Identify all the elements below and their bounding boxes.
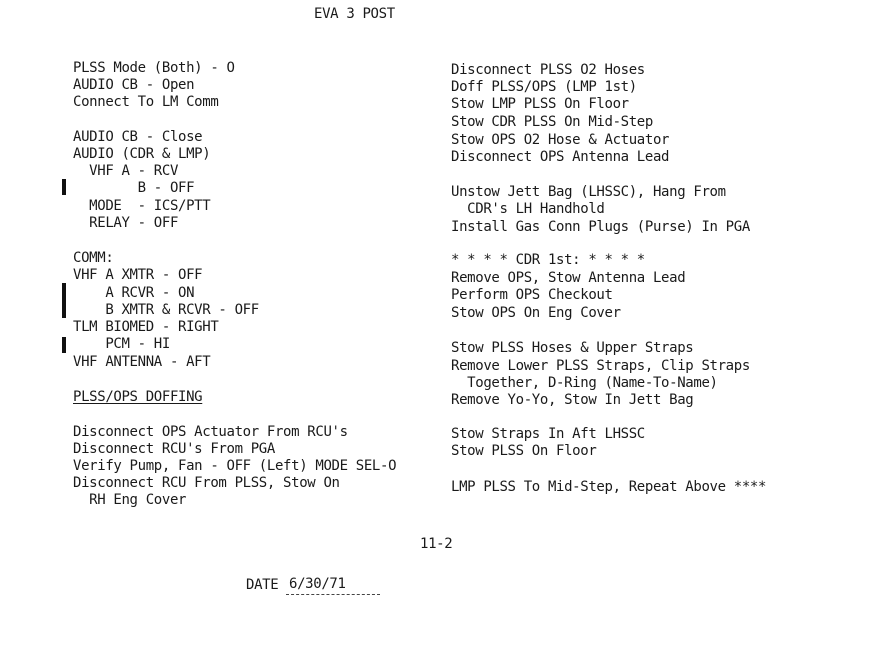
right-line-8: CDR's LH Handhold [451, 201, 605, 217]
right-column [451, 0, 767, 495]
left-line-12: A RCVR - ON [73, 285, 195, 301]
section-heading-plss-ops-doffing: PLSS/OPS DOFFING [73, 389, 203, 405]
left-line-18: Disconnect OPS Actuator From RCU's [73, 424, 348, 440]
page-number: 11-2 [420, 536, 453, 552]
left-line-3: Connect To LM Comm [73, 94, 219, 110]
left-line-13: B XMTR & RCVR - OFF [73, 302, 259, 318]
right-line-16: Together, D-Ring (Name-To-Name) [451, 375, 718, 391]
left-line-22: RH Eng Cover [73, 492, 187, 508]
change-bar [62, 179, 66, 195]
right-line-20: LMP PLSS To Mid-Step, Repeat Above **** [451, 479, 767, 495]
right-line-19: Stow PLSS On Floor [451, 443, 597, 459]
left-line-14: TLM BIOMED - RIGHT [73, 319, 219, 335]
date-value: 6/30/71 [289, 576, 346, 592]
date-label: DATE [246, 577, 279, 593]
left-line-11: VHF A XMTR - OFF [73, 267, 203, 283]
right-line-4: Stow CDR PLSS On Mid-Step [451, 114, 653, 130]
change-bar [62, 283, 66, 318]
left-line-10: COMM: [73, 250, 114, 266]
left-line-15: PCM - HI [73, 336, 170, 352]
right-line-10: * * * * CDR 1st: * * * * [451, 252, 645, 268]
left-line-1: PLSS Mode (Both) - O [73, 60, 235, 76]
left-line-7: B - OFF [73, 180, 195, 196]
right-line-12: Perform OPS Checkout [451, 287, 613, 303]
right-line-14: Stow PLSS Hoses & Upper Straps [451, 340, 694, 356]
right-line-15: Remove Lower PLSS Straps, Clip Straps [451, 358, 750, 374]
left-line-19: Disconnect RCU's From PGA [73, 441, 275, 457]
left-line-21: Disconnect RCU From PLSS, Stow On [73, 475, 340, 491]
left-line-4: AUDIO CB - Close [73, 129, 203, 145]
left-line-16: VHF ANTENNA - AFT [73, 354, 211, 370]
right-line-2: Doff PLSS/OPS (LMP 1st) [451, 79, 637, 95]
right-line-3: Stow LMP PLSS On Floor [451, 96, 629, 112]
left-line-9: RELAY - OFF [73, 215, 179, 231]
left-line-2: AUDIO CB - Open [73, 77, 195, 93]
left-line-6: VHF A - RCV [73, 163, 179, 179]
right-line-5: Stow OPS O2 Hose & Actuator [451, 132, 670, 148]
left-line-20: Verify Pump, Fan - OFF (Left) MODE SEL-O [73, 458, 397, 474]
right-line-1: Disconnect PLSS O2 Hoses [451, 62, 645, 78]
page-title: EVA 3 POST [314, 6, 395, 22]
left-line-8: MODE - ICS/PTT [73, 198, 211, 214]
change-bar [62, 337, 66, 353]
right-line-13: Stow OPS On Eng Cover [451, 305, 621, 321]
right-line-17: Remove Yo-Yo, Stow In Jett Bag [451, 392, 694, 408]
date-underline [286, 594, 380, 595]
right-line-11: Remove OPS, Stow Antenna Lead [451, 270, 686, 286]
right-line-7: Unstow Jett Bag (LHSSC), Hang From [451, 184, 726, 200]
right-line-18: Stow Straps In Aft LHSSC [451, 426, 645, 442]
right-line-6: Disconnect OPS Antenna Lead [451, 149, 670, 165]
left-line-5: AUDIO (CDR & LMP) [73, 146, 211, 162]
right-line-9: Install Gas Conn Plugs (Purse) In PGA [451, 219, 750, 235]
